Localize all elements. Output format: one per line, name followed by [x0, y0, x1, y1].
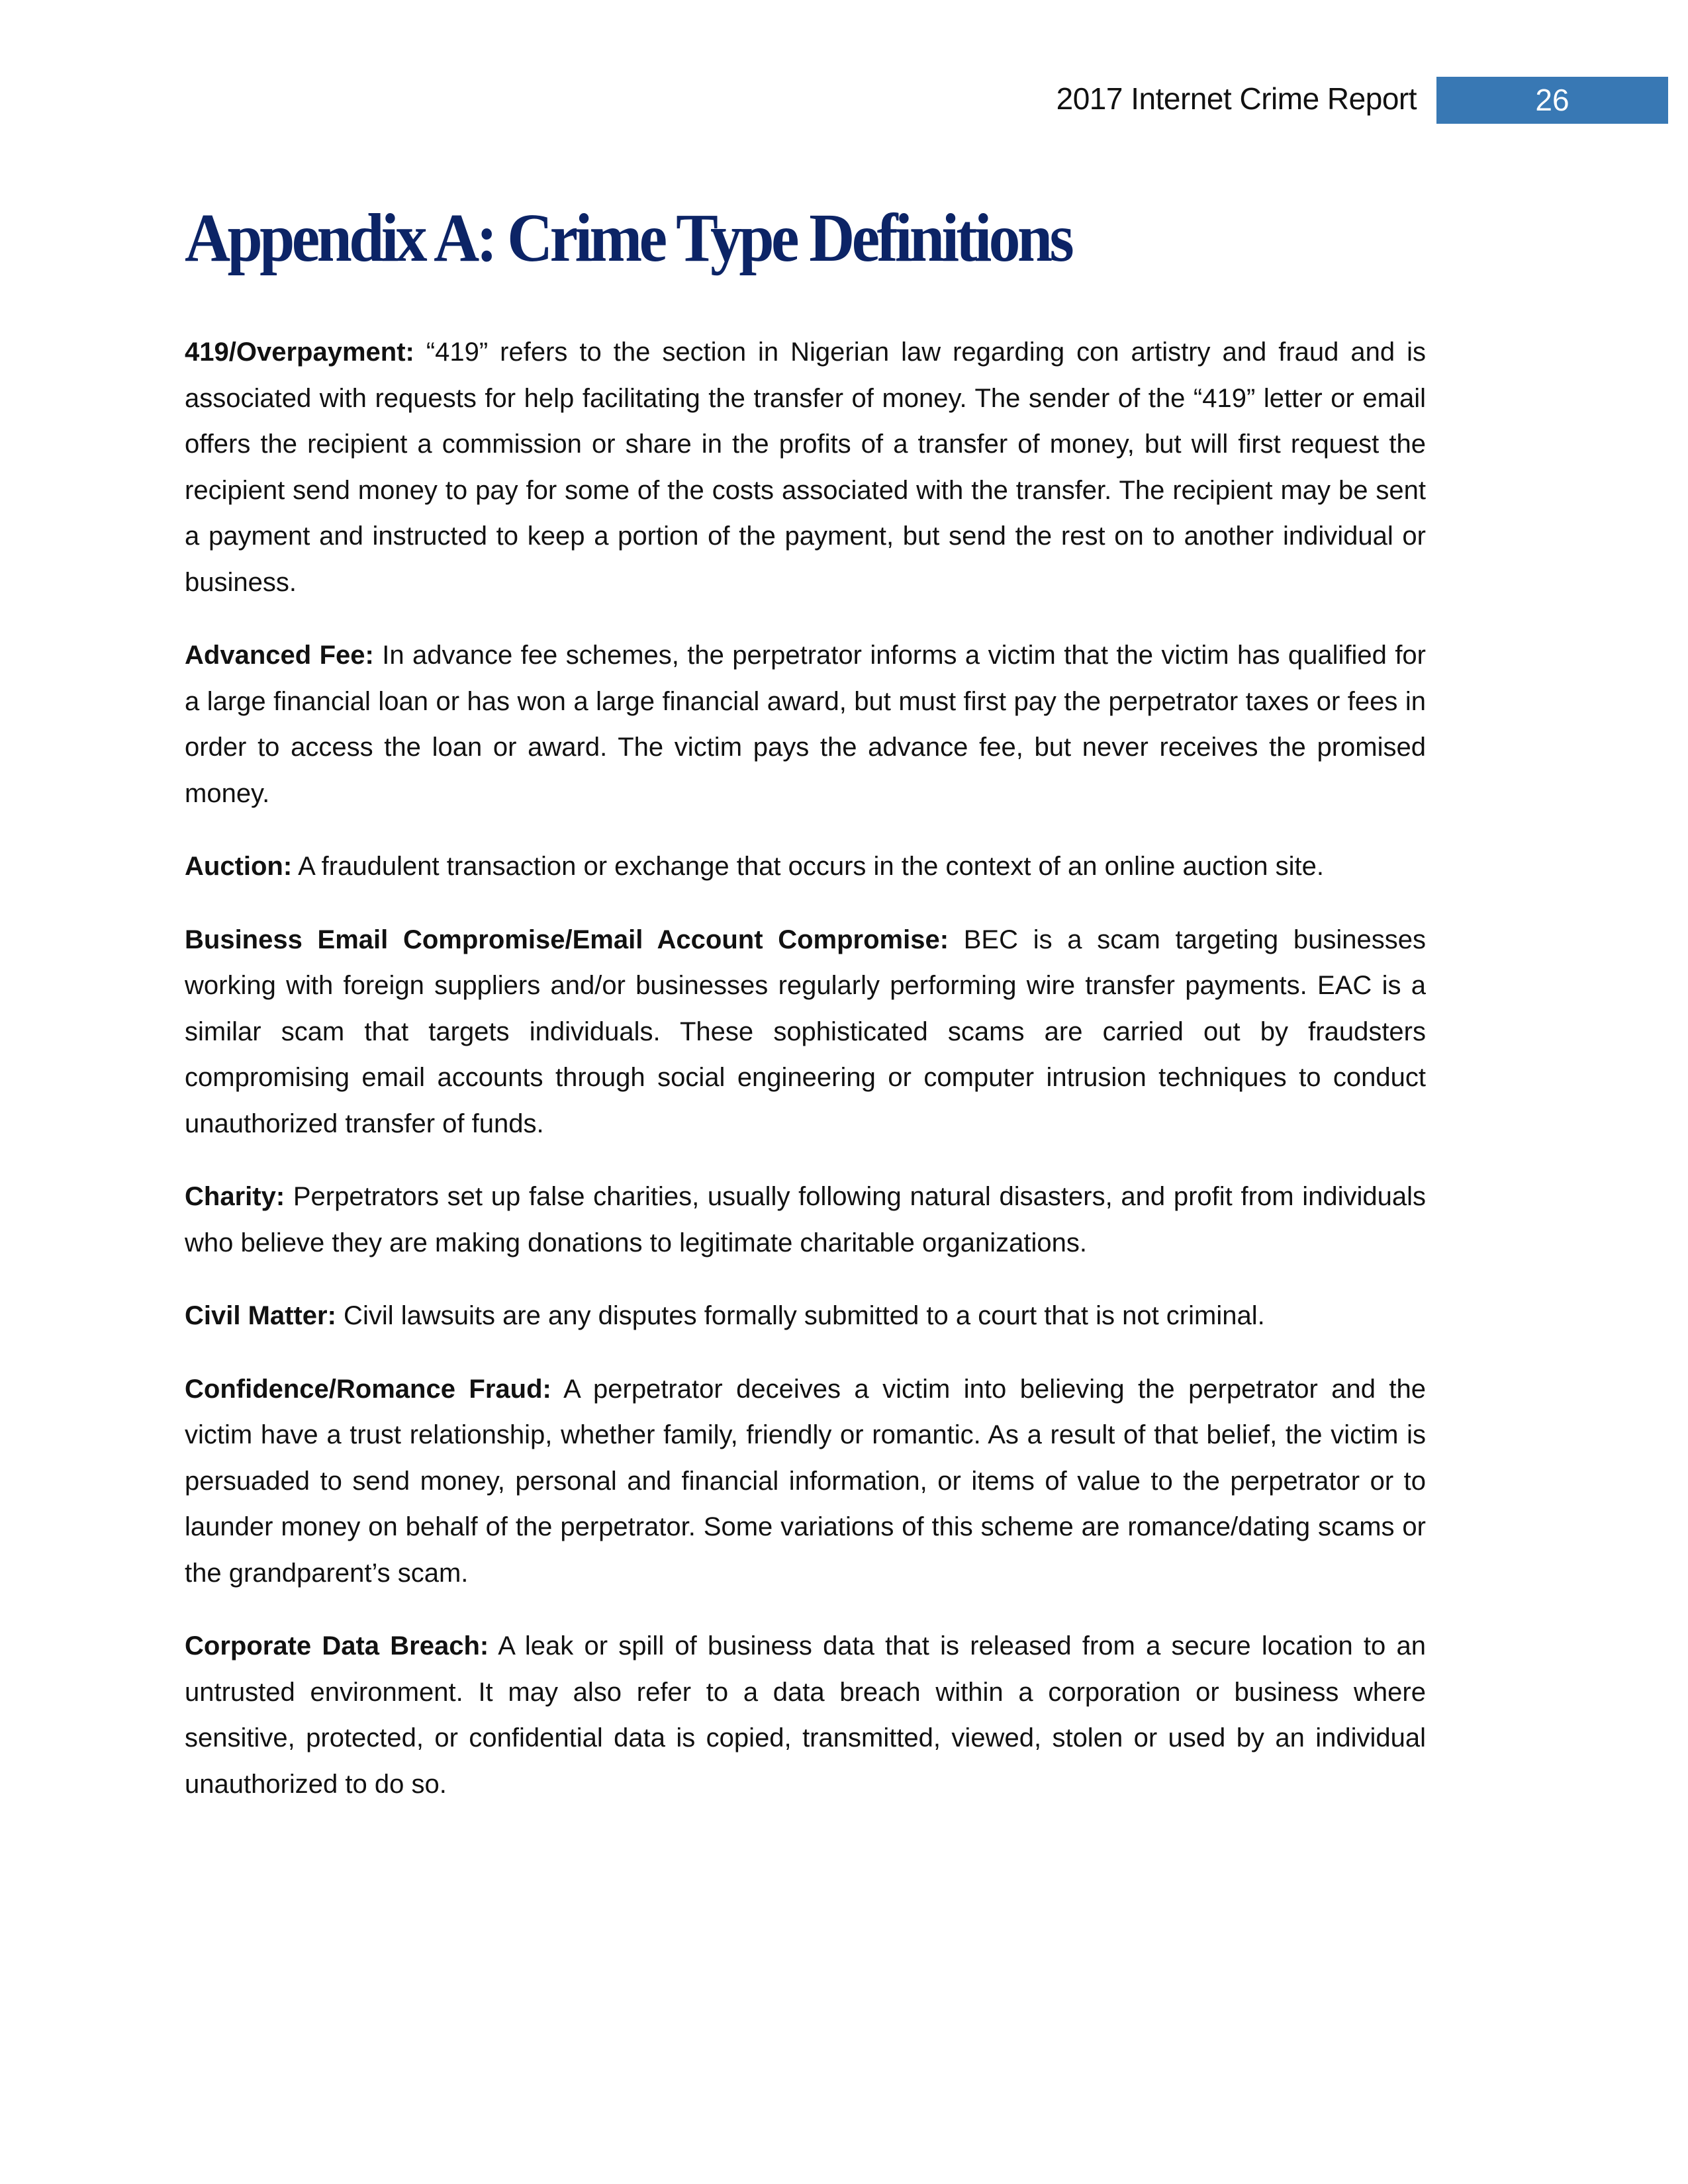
definition-text: Perpetrators set up false charities, usually following natural disasters, and profit from individuals who believe they are making donations to legitimate charitable organizations. [185, 1182, 1426, 1257]
definition-text: A perpetrator deceives a victim into believing the perpetrator and the victim have a trust relationship, whether family, friendly or romantic. As a result of that belief, the victim is persuaded to send money, personal and financial information, or items of value to the perpetrator or to launder money on behalf of the perpetrator. Some variations of this scheme are romance/dating scams or the grandparent’s scam. [185, 1374, 1426, 1588]
definition-term: Auction: [185, 852, 293, 881]
page-number: 26 [1535, 83, 1570, 117]
definition-civil-matter [185, 1293, 1426, 1340]
definition-419-overpayment [185, 330, 1426, 606]
definition-term: Business Email Compromise/Email Account Compromise: [185, 925, 949, 954]
definitions-list [185, 330, 1426, 1835]
definition-term: Corporate Data Breach: [185, 1631, 489, 1661]
definition-bec-eac [185, 917, 1426, 1148]
definition-text: In advance fee schemes, the perpetrator informs a victim that the victim has qualified for a large financial loan or has won a large financial award, but must first pay the perpetrator taxes or fees in order to access the loan or award. The victim pays the advance fee, but never receives the promised money. [185, 641, 1426, 808]
definition-text: BEC is a scam targeting businesses working with foreign suppliers and/or businesses regularly performing wire transfer payments. EAC is a similar scam that targets individuals. These sophisticated scams are carried out by fraudsters compromising email accounts through social engineering or computer intrusion techniques to conduct unauthorized transfer of funds. [185, 925, 1426, 1138]
definition-term: 419/Overpayment: [185, 338, 414, 367]
definition-term: Civil Matter: [185, 1301, 336, 1330]
page-title: Appendix A: Crime Type Definitions [185, 200, 1072, 276]
definition-text: “419” refers to the section in Nigerian law regarding con artistry and fraud and is associated with requests for help facilitating the transfer of money. The sender of the “419” letter or email offers the recipient a commission or share in the profits of a transfer of money, but will first request the recipient send money to pay for some of the costs associated with the transfer. The recipient may be sent a payment and instructed to keep a portion of the payment, but send the rest on to another individual or business. [185, 338, 1426, 597]
definition-corporate-data-breach [185, 1623, 1426, 1807]
report-header-title: 2017 Internet Crime Report [1056, 81, 1417, 116]
definition-term: Charity: [185, 1182, 285, 1211]
definition-text: Civil lawsuits are any disputes formally submitted to a court that is not criminal. [336, 1301, 1265, 1330]
definition-charity [185, 1174, 1426, 1266]
page-number-badge [1436, 77, 1668, 124]
definition-term: Confidence/Romance Fraud: [185, 1374, 551, 1404]
definition-auction [185, 844, 1426, 890]
definition-term: Advanced Fee: [185, 641, 374, 670]
definition-text: A leak or spill of business data that is released from a secure location to an untrusted environment. It may also refer to a data breach within a corporation or business where sensitive, protected, or confidential data is copied, transmitted, viewed, stolen or used by an individual unauthorized to do so. [185, 1631, 1426, 1799]
definition-text: A fraudulent transaction or exchange that occurs in the context of an online auction site. [292, 852, 1324, 881]
definition-advanced-fee [185, 633, 1426, 817]
definition-confidence-romance [185, 1367, 1426, 1597]
